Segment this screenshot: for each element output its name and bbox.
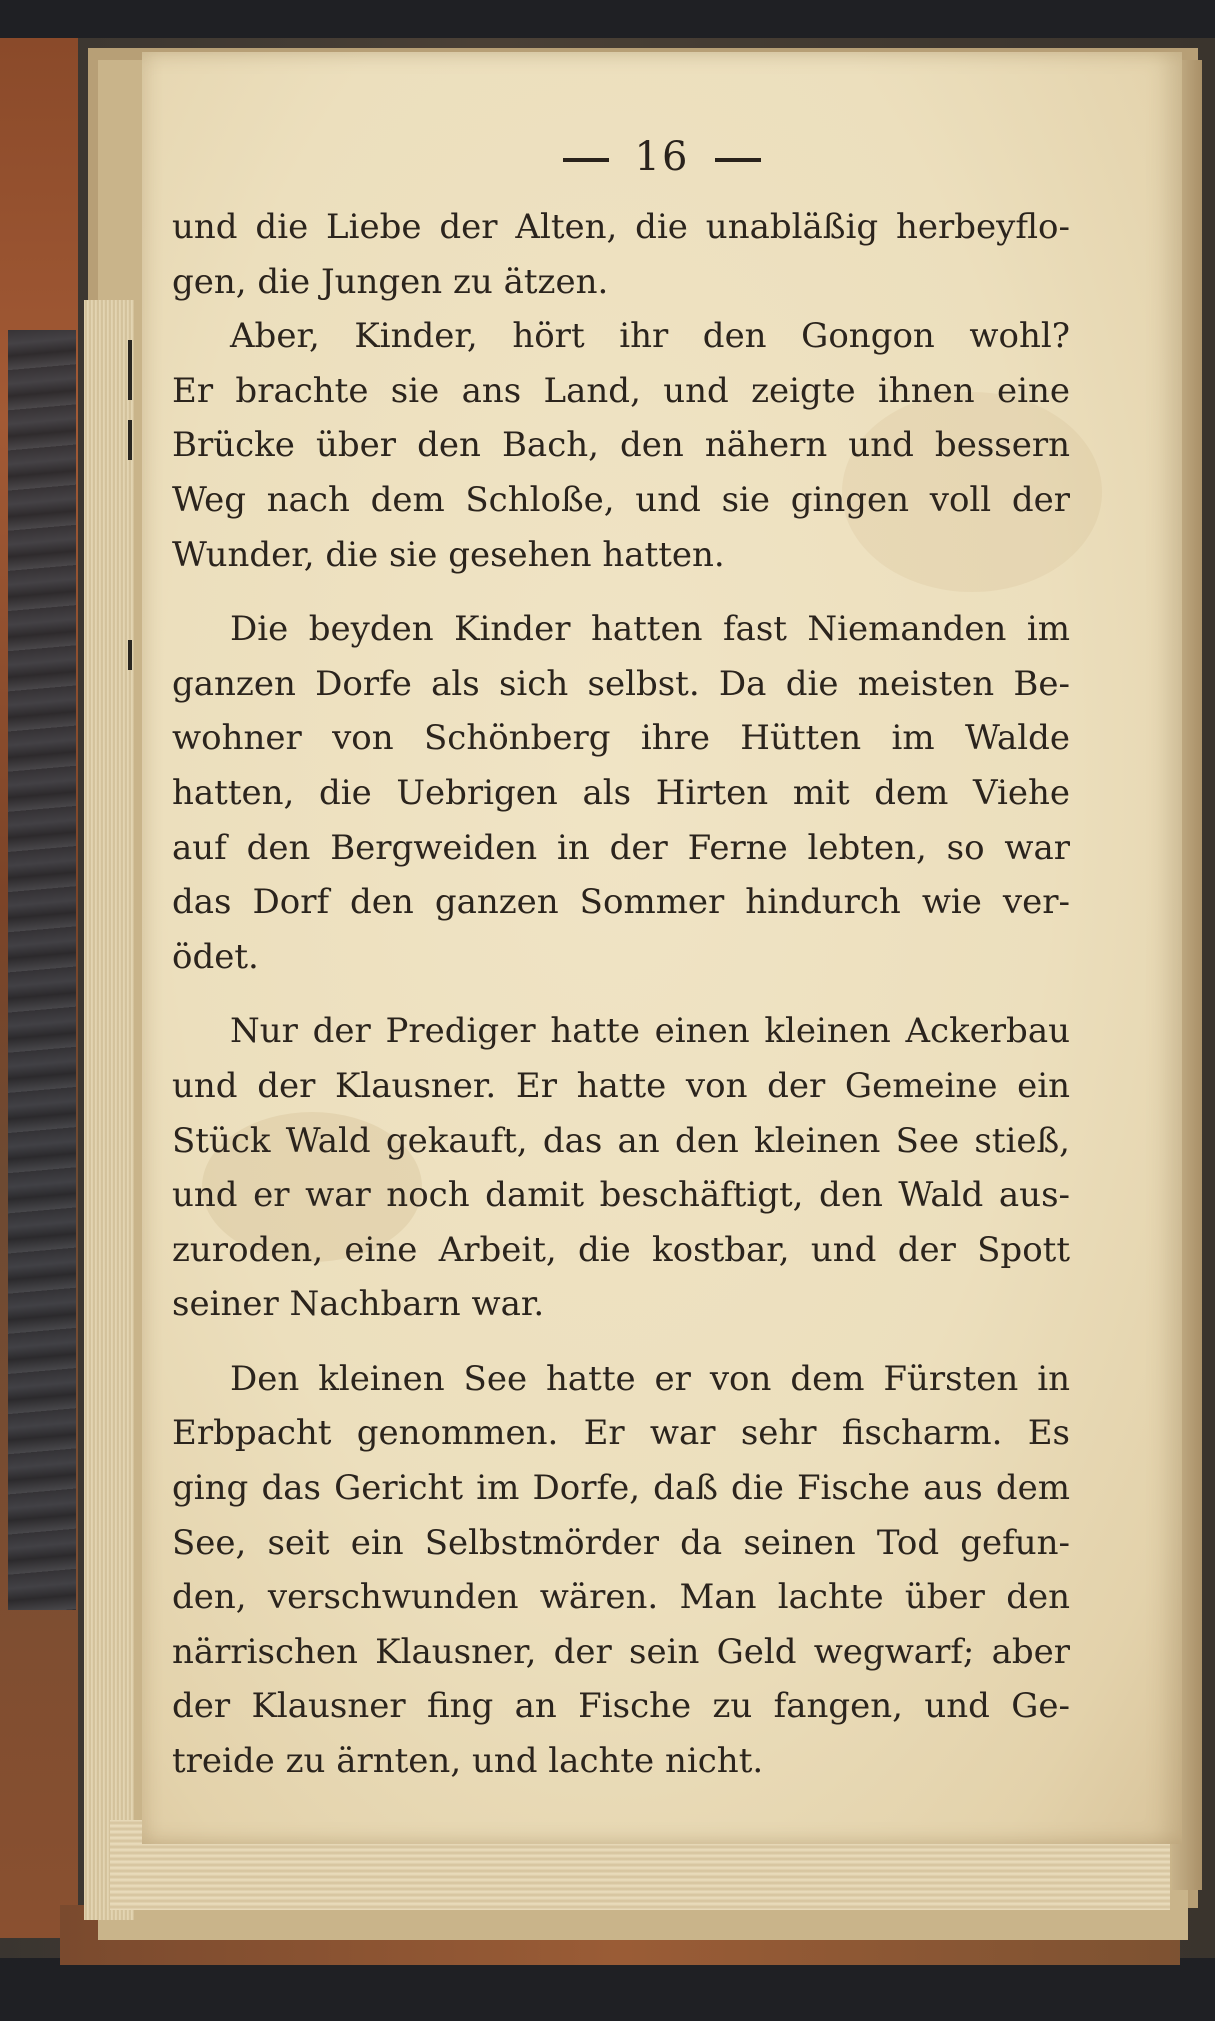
text-line: Er brachte sie ans Land, und zeigte ihnen eine [172, 370, 1070, 411]
text-line: See, seit ein Selbstmörder da seinen Tod gefun- [172, 1522, 1070, 1563]
text-line: Wunder, die sie gesehen hatten. [172, 534, 725, 575]
text-line: auf den Bergweiden in der Ferne lebten, so war [172, 827, 1070, 868]
cover-marbled-paper [8, 330, 76, 1610]
text-line: treide zu ärnten, und lachte nicht. [172, 1741, 764, 1782]
page-edges-left [84, 300, 134, 1920]
text-line: ödet. [172, 936, 259, 977]
book-page [142, 52, 1182, 1844]
text-line: Aber, Kinder, hört ihr den Gongon wohl? [230, 316, 1070, 357]
paragraph [172, 1352, 1070, 1789]
edge-tick [128, 340, 132, 400]
text-line: ganzen Dorfe als sich selbst. Da die meisten Be- [172, 663, 1070, 704]
text-line: und der Klausner. Er hatte von der Gemeine ein [172, 1065, 1070, 1106]
text-line: ging das Gericht im Dorfe, daß die Fische aus dem [172, 1468, 1070, 1509]
text-line: seiner Nachbarn war. [172, 1284, 545, 1325]
text-line: Den kleinen See hatte er von dem Fürsten in [230, 1358, 1070, 1399]
edge-tick [128, 640, 132, 670]
edge-tick [128, 420, 132, 460]
text-line: Die beyden Kinder hatten fast Niemanden im [230, 609, 1070, 650]
paragraph-gap [172, 1332, 1070, 1352]
text-line: wohner von Schönberg ihre Hütten im Walde [172, 718, 1070, 759]
text-line: närrischen Klausner, der sein Geld wegwarf; aber [172, 1631, 1070, 1672]
body-text [172, 200, 1070, 1789]
paragraph-gap [172, 582, 1070, 602]
text-line: zuroden, eine Arbeit, die kostbar, und der Spott [172, 1229, 1070, 1270]
text-line: Nur der Prediger hatte einen kleinen Ackerbau [230, 1011, 1070, 1052]
text-line: Brücke über den Bach, den nähern und bessern [172, 425, 1070, 466]
text-line: und er war noch damit beschäftigt, den Wald aus- [172, 1175, 1070, 1216]
text-line: den, verschwunden wären. Man lachte über den [172, 1577, 1070, 1618]
page-number-text: 16 [634, 134, 690, 180]
paragraph [172, 200, 1070, 309]
paragraph [172, 309, 1070, 582]
text-line: hatten, die Uebrigen als Hirten mit dem Viehe [172, 772, 1070, 813]
paragraph [172, 1004, 1070, 1332]
paragraph [172, 602, 1070, 984]
page-number-dash-left [563, 158, 609, 162]
text-line: und die Liebe der Alten, die unabläßig herbeyflo- [172, 207, 1070, 247]
text-line: gen, die Jungen zu ätzen. [172, 261, 609, 302]
text-line: das Dorf den ganzen Sommer hindurch wie ver- [172, 882, 1070, 923]
text-line: Stück Wald gekauft, das an den kleinen See stieß, [172, 1120, 1070, 1161]
text-line: Weg nach dem Schloße, und sie gingen voll der [172, 479, 1070, 520]
text-line: der Klausner fing an Fische zu fangen, und Ge- [172, 1686, 1070, 1727]
page-number-dash-right [715, 158, 761, 162]
page-number [142, 134, 1182, 180]
text-line: Erbpacht genommen. Er war sehr fischarm. Es [172, 1413, 1070, 1454]
paragraph-gap [172, 984, 1070, 1004]
